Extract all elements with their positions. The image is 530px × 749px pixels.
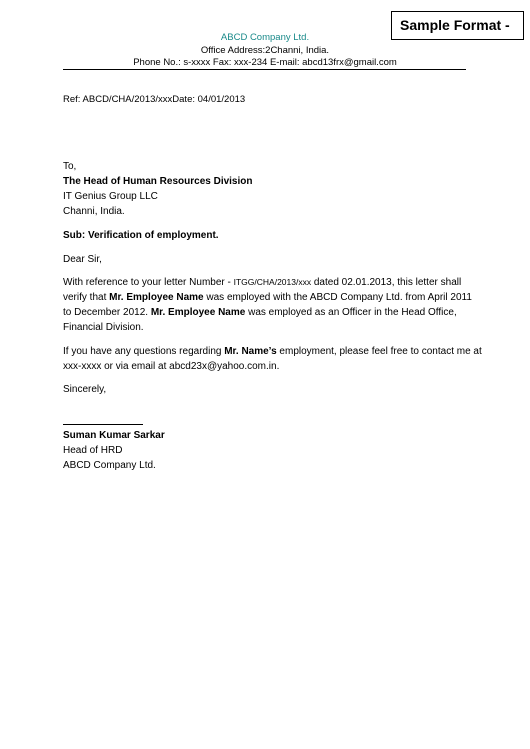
company-name: ABCD Company Ltd. (220, 32, 310, 43)
signatory-company: ABCD Company Ltd. (63, 460, 156, 471)
salutation: Dear Sir, (63, 254, 102, 265)
body1-text-1: With reference to your letter Number - (63, 277, 234, 288)
sample-format-badge: Sample Format - (391, 11, 524, 40)
employee-name-2: Mr. Employee Name (150, 307, 246, 318)
subject-line: Sub: Verification of employment. (63, 230, 219, 241)
body1-text-2: dated 02.01.2013, this letter shall verify that (63, 277, 462, 303)
body-paragraph-2 (63, 344, 483, 374)
reference-line: Ref: ABCD/CHA/2013/xxxDate: 04/01/2013 (63, 94, 246, 105)
recipient-org: IT Genius Group LLC (63, 191, 158, 202)
to-label: To, (63, 161, 77, 172)
header-divider (63, 69, 466, 70)
recipient-name: The Head of Human Resources Division (63, 176, 253, 187)
recipient-city: Channi, India. (63, 206, 125, 217)
signatory-title: Head of HRD (63, 445, 123, 456)
letter-number: ITGG/CHA/2013/xxx (233, 277, 312, 287)
body2-text-1: If you have any questions regarding (63, 346, 225, 357)
body2-text-2: employment, please feel free to contact me at xxx-xxxx or via email at abcd23x@yahoo.com.in. (63, 346, 482, 372)
signatory-name: Suman Kumar Sarkar (63, 430, 165, 441)
closing: Sincerely, (63, 384, 107, 395)
company-contact: Phone No.: s-xxxx Fax: xxx-234 E-mail: abcd13frx@gmail.com (133, 57, 397, 68)
employee-name-3: Mr. Name’s (224, 346, 277, 357)
body1-text-4: was employed as an Officer in the Head Office, Financial Division. (63, 307, 457, 333)
company-address: Office Address:2Channi, India. (200, 45, 330, 56)
employee-name-1: Mr. Employee Name (109, 292, 204, 303)
body1-text-3: was employed with the ABCD Company Ltd. from April 2011 to December 2012. (63, 292, 472, 318)
signature-line (63, 424, 143, 425)
body-paragraph-1 (63, 275, 483, 335)
